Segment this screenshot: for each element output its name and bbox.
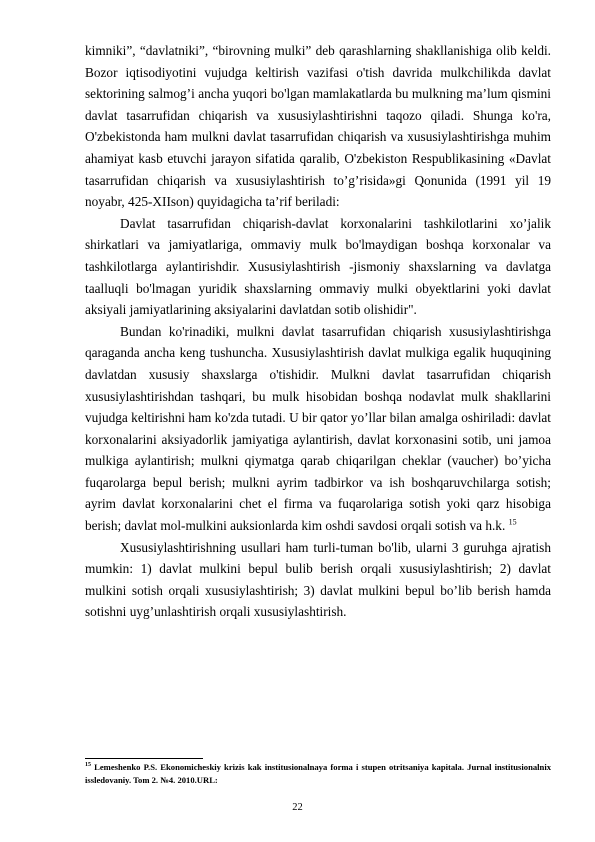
page-number: 22 [292, 802, 303, 813]
footnote [85, 761, 551, 786]
paragraph-2: Davlat tasarrufidan chiqarish-davlat korxonalarini tashkilotlarini xo’jalik shirkatlari va jamiyatlariga, ommaviy mulk bo'lmaydigan boshqa korxonalar va tashkilotlarga aylantirishdir. Xususiylashtirish -jismoniy shaxslarning va davlatga taalluqli bo'lmagan yuridik shaxslarning ommaviy mulki obyektlarini yoki davlat aksiyali jamiyatlarining aksiyalarini davlatdan sotib olishidir". [85, 215, 551, 318]
footnote-divider [85, 758, 203, 759]
paragraph-3 [85, 321, 551, 537]
body-text [85, 40, 551, 623]
paragraph-1: kimniki”, “davlatniki”, “birovning mulki” deb qarashlarning shakllanishiga olib keldi. Bozor iqtisodiyotini vujudga keltirish vazifasi o'tish davrida mulkchilikda davlat sektorining salmog’i ancha yuqori bo'lgan mamlakatlarda bu mulkning ma’lum qismini davlat tasarrufidan chiqarish va xususiylashtirishni taqozo qiladi. Shunga ko'ra, O'zbekistonda ham mulkni davlat tasarrufidan chiqarish va xususiylashtirishga muhim ahamiyat kasb etuvchi jarayon sifatida qaralib, O'zbekiston Respublikasining «Davlat tasarrufidan chiqarish va xususiylashtirish to’g’risida»gi Qonunida (1991 yil 19 noyabr, 425-XIIson) quyidagicha ta’rif beriladi: [85, 43, 551, 210]
footnote-text: Lemeshenko P.S. Ekonomicheskiy krizis kak institusionalnaya forma i stupen otritsaniya kapitala. Jurnal institusionalnix issledovaniy. Tom 2. №4. 2010.URL: [85, 762, 551, 785]
footnote-mark: 15 [85, 762, 91, 769]
footnote-reference[interactable]: 15 [508, 517, 517, 527]
paragraph-3-text: Bundan ko'rinadiki, mulkni davlat tasarrufidan chiqarish xususiylashtirishga qaraganda ancha keng tushuncha. Xususiylashtirish davlat mulkiga egalik huquqining davlatdan xususiy shaxslarga o'tishidir. Mulkni davlat tasarrufidan chiqarish xususiylashtirishdan tashqari, bu mulk hisobidan boshqa nodavlat mulk shakllarini vujudga keltirishni ham ko'zda tutadi. U bir qator yo’llar bilan amalga oshiriladi: davlat korxonalarini aksiyadorlik jamiyatiga aylantirish, davlat korxonasini sotib, uni jamoa mulkiga aylantirish; mulkni qiymatga qarab chiqarilgan cheklar (vaucher) bo’yicha fuqarolarga bepul berish; mulkni ayrim tadbirkor va ish boshqaruvchilarga sotish; ayrim davlat korxonalarini chet el firma va fuqarolariga sotish yoki qarz hisobiga berish; davlat mol-mulkini auksionlarda kim oshdi savdosi orqali sotish va h.k. [85, 323, 551, 534]
paragraph-4: Xususiylashtirishning usullari ham turli-tuman bo'lib, ularni 3 guruhga ajratish mumkin: 1) davlat mulkini bepul bulib berish orqali xususiylashtirish; 2) davlat mulkini sotish orqali xususiylashtirish; 3) davlat mulkini bepul bo’lib berish hamda sotishni uyg’unlashtirish orqali xususiylashtirish. [85, 539, 551, 620]
